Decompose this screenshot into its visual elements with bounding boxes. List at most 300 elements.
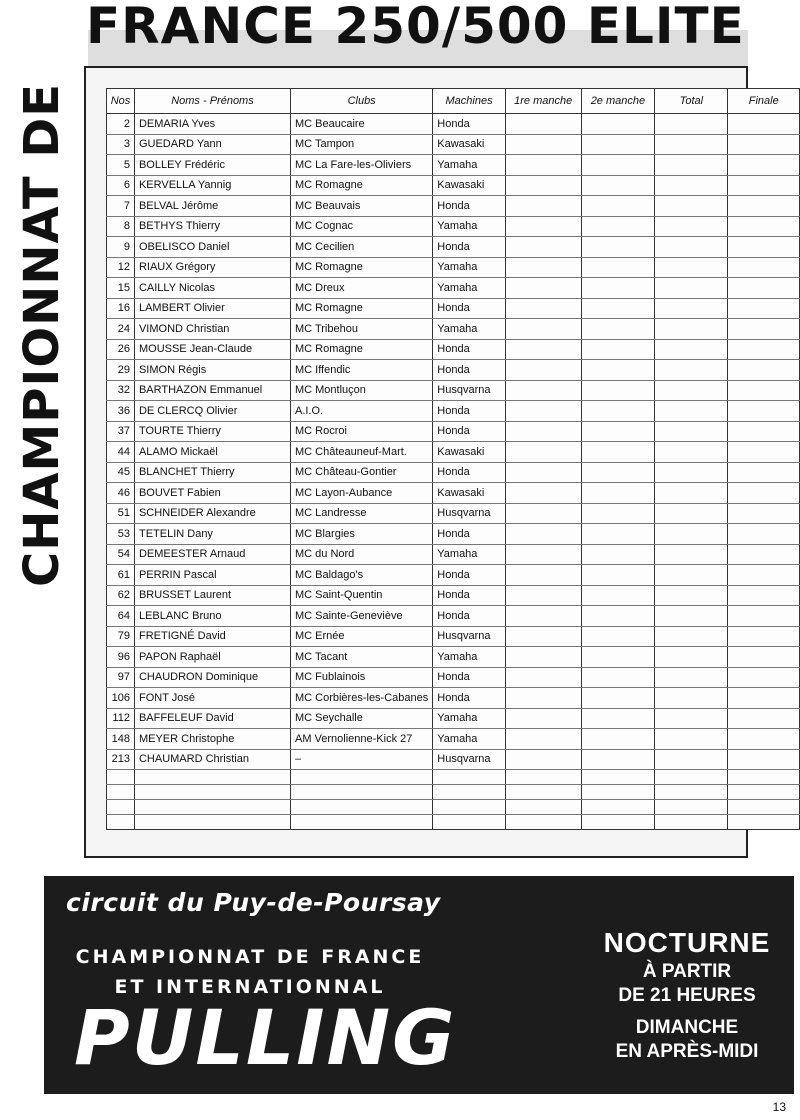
table-row [107,360,800,381]
table-row [107,503,800,524]
table-row [107,708,800,729]
row-number: 6 [107,175,135,196]
row-total [655,298,728,319]
row-number: 32 [107,380,135,401]
row-heat-2 [581,175,655,196]
row-final [728,380,800,401]
row-name: RIAUX Grégory [134,257,290,278]
row-heat-1 [505,483,581,504]
row-final [728,134,800,155]
row-final [728,585,800,606]
row-number: 61 [107,565,135,586]
row-heat-1 [505,667,581,688]
row-heat-2 [581,606,655,627]
row-name: LEBLANC Bruno [134,606,290,627]
row-name: MOUSSE Jean-Claude [134,339,290,360]
row-name: FONT José [134,688,290,709]
row-club: MC Baldago's [290,565,432,586]
row-name: BARTHAZON Emmanuel [134,380,290,401]
row-machine: Husqvarna [433,749,506,770]
row-total [655,688,728,709]
row-machine: Honda [433,339,506,360]
table-row [107,175,800,196]
row-final [728,237,800,258]
row-machine: Honda [433,524,506,545]
row-heat-2 [581,237,655,258]
row-machine: Honda [433,298,506,319]
empty-cell [505,815,581,830]
empty-row [107,800,800,815]
row-name: DE CLERCQ Olivier [134,401,290,422]
row-final [728,503,800,524]
row-number: 106 [107,688,135,709]
row-number: 97 [107,667,135,688]
schedule-line-a: À PARTIR [642,961,732,982]
empty-cell [728,800,800,815]
row-heat-2 [581,339,655,360]
row-final [728,421,800,442]
row-number: 51 [107,503,135,524]
row-heat-2 [581,134,655,155]
table-row [107,401,800,422]
row-number: 3 [107,134,135,155]
row-final [728,216,800,237]
row-name: PAPON Raphaël [134,647,290,668]
row-machine: Honda [433,196,506,217]
row-number: 24 [107,319,135,340]
row-total [655,565,728,586]
row-club: MC Montluçon [290,380,432,401]
table-row [107,729,800,750]
row-name: TOURTE Thierry [134,421,290,442]
empty-cell [655,770,728,785]
row-heat-2 [581,319,655,340]
empty-cell [505,770,581,785]
row-number: 112 [107,708,135,729]
table-row [107,257,800,278]
empty-cell [728,770,800,785]
side-title: CHAMPIONNAT DE [14,82,70,588]
row-name: BLANCHET Thierry [134,462,290,483]
row-heat-2 [581,114,655,135]
row-heat-2 [581,708,655,729]
row-machine: Yamaha [433,216,506,237]
row-total [655,729,728,750]
row-final [728,442,800,463]
nocturne-heading: NOCTURNE [603,927,771,958]
row-total [655,626,728,647]
row-heat-2 [581,442,655,463]
row-club: MC Sainte-Geneviève [290,606,432,627]
row-club: MC Château-Gontier [290,462,432,483]
row-final [728,544,800,565]
row-heat-1 [505,606,581,627]
row-final [728,524,800,545]
table-row [107,380,800,401]
table-row [107,688,800,709]
row-name: SCHNEIDER Alexandre [134,503,290,524]
row-total [655,339,728,360]
row-club: AM Vernolienne-Kick 27 [290,729,432,750]
table-row [107,196,800,217]
empty-cell [505,800,581,815]
row-total [655,319,728,340]
row-heat-1 [505,196,581,217]
table-row [107,585,800,606]
row-number: 2 [107,114,135,135]
row-name: OBELISCO Daniel [134,237,290,258]
page-title: FRANCE 250/500 ELITE [86,0,745,55]
header-name: Noms - Prénoms [134,89,290,114]
row-heat-2 [581,565,655,586]
row-heat-2 [581,585,655,606]
row-heat-2 [581,688,655,709]
row-number: 12 [107,257,135,278]
row-total [655,134,728,155]
row-machine: Honda [433,462,506,483]
row-heat-2 [581,647,655,668]
empty-cell [107,770,135,785]
row-machine: Yamaha [433,729,506,750]
row-number: 5 [107,155,135,176]
empty-row [107,815,800,830]
row-total [655,237,728,258]
row-total [655,278,728,299]
row-heat-1 [505,544,581,565]
row-final [728,647,800,668]
row-machine: Yamaha [433,647,506,668]
table-row [107,667,800,688]
row-heat-1 [505,749,581,770]
event-banner [44,876,794,1094]
row-machine: Husqvarna [433,380,506,401]
empty-row [107,770,800,785]
row-name: DEMARIA Yves [134,114,290,135]
row-club: MC Ernée [290,626,432,647]
row-club: MC Tampon [290,134,432,155]
empty-cell [728,785,800,800]
table-row [107,278,800,299]
table-header-row [107,89,800,114]
row-heat-1 [505,237,581,258]
table-row [107,749,800,770]
row-name: BRUSSET Laurent [134,585,290,606]
row-machine: Honda [433,585,506,606]
row-heat-2 [581,729,655,750]
row-heat-1 [505,585,581,606]
row-name: TETELIN Dany [134,524,290,545]
row-machine: Honda [433,667,506,688]
row-number: 15 [107,278,135,299]
row-machine: Honda [433,401,506,422]
row-heat-2 [581,462,655,483]
row-machine: Yamaha [433,257,506,278]
empty-cell [433,815,506,830]
row-club: MC Châteauneuf-Mart. [290,442,432,463]
empty-cell [581,785,655,800]
row-heat-2 [581,421,655,442]
row-machine: Honda [433,688,506,709]
empty-cell [581,770,655,785]
side-title-area [0,60,84,610]
row-club: MC Romagne [290,175,432,196]
empty-cell [107,785,135,800]
row-heat-1 [505,339,581,360]
empty-cell [290,785,432,800]
row-final [728,606,800,627]
row-club: MC du Nord [290,544,432,565]
row-heat-1 [505,647,581,668]
row-heat-1 [505,257,581,278]
row-final [728,749,800,770]
championship-line-2: ET INTERNATIONNAL [114,976,386,998]
row-club: A.I.O. [290,401,432,422]
empty-cell [433,785,506,800]
row-total [655,257,728,278]
row-heat-1 [505,688,581,709]
empty-cell [134,815,290,830]
row-club: MC Dreux [290,278,432,299]
row-heat-1 [505,134,581,155]
row-final [728,278,800,299]
row-number: 64 [107,606,135,627]
table-row [107,544,800,565]
row-heat-2 [581,298,655,319]
row-number: 213 [107,749,135,770]
row-machine: Honda [433,360,506,381]
empty-cell [505,785,581,800]
row-total [655,216,728,237]
row-number: 16 [107,298,135,319]
row-final [728,483,800,504]
row-number: 37 [107,421,135,442]
row-total [655,155,728,176]
row-number: 54 [107,544,135,565]
table-row [107,339,800,360]
table-row [107,421,800,442]
row-heat-2 [581,278,655,299]
row-final [728,196,800,217]
row-name: VIMOND Christian [134,319,290,340]
row-heat-1 [505,421,581,442]
row-total [655,749,728,770]
row-machine: Husqvarna [433,503,506,524]
row-name: CHAUMARD Christian [134,749,290,770]
row-name: BETHYS Thierry [134,216,290,237]
row-name: MEYER Christophe [134,729,290,750]
table-row [107,462,800,483]
circuit-name: circuit du Puy-de-Poursay [66,888,441,917]
row-heat-2 [581,360,655,381]
row-heat-2 [581,155,655,176]
row-machine: Kawasaki [433,442,506,463]
row-total [655,401,728,422]
row-club: – [290,749,432,770]
row-total [655,360,728,381]
row-final [728,298,800,319]
header-total: Total [655,89,728,114]
schedule-line-b: DE 21 HEURES [618,985,756,1006]
row-heat-2 [581,524,655,545]
row-heat-2 [581,401,655,422]
row-name: SIMON Régis [134,360,290,381]
row-heat-1 [505,442,581,463]
row-club: MC Romagne [290,257,432,278]
row-club: MC Romagne [290,339,432,360]
row-club: MC Landresse [290,503,432,524]
row-machine: Yamaha [433,278,506,299]
row-club: MC Beaucaire [290,114,432,135]
row-heat-1 [505,524,581,545]
row-club: MC Iffendic [290,360,432,381]
row-final [728,565,800,586]
row-name: CHAUDRON Dominique [134,667,290,688]
row-heat-1 [505,216,581,237]
table-row [107,483,800,504]
row-club: MC Layon-Aubance [290,483,432,504]
empty-cell [433,800,506,815]
row-heat-2 [581,483,655,504]
row-name: KERVELLA Yannig [134,175,290,196]
table-row [107,134,800,155]
row-heat-2 [581,380,655,401]
row-heat-1 [505,708,581,729]
row-heat-1 [505,298,581,319]
table-row [107,626,800,647]
empty-cell [581,800,655,815]
table-row [107,237,800,258]
table-row [107,298,800,319]
row-club: MC La Fare-les-Oliviers [290,155,432,176]
empty-cell [107,800,135,815]
row-heat-2 [581,216,655,237]
row-name: BOLLEY Frédéric [134,155,290,176]
row-heat-1 [505,503,581,524]
empty-cell [655,785,728,800]
row-name: CAILLY Nicolas [134,278,290,299]
row-heat-1 [505,175,581,196]
row-name: BOUVET Fabien [134,483,290,504]
row-machine: Kawasaki [433,483,506,504]
table-body [107,114,800,830]
row-name: BAFFELEUF David [134,708,290,729]
empty-cell [134,770,290,785]
row-total [655,647,728,668]
row-club: MC Rocroi [290,421,432,442]
row-final [728,155,800,176]
row-heat-2 [581,749,655,770]
table-row [107,647,800,668]
row-final [728,257,800,278]
row-final [728,462,800,483]
row-number: 26 [107,339,135,360]
row-final [728,626,800,647]
row-total [655,585,728,606]
row-heat-2 [581,257,655,278]
row-name: GUEDARD Yann [134,134,290,155]
row-name: PERRIN Pascal [134,565,290,586]
empty-cell [107,815,135,830]
row-club: MC Saint-Quentin [290,585,432,606]
empty-cell [581,815,655,830]
empty-cell [290,770,432,785]
row-total [655,544,728,565]
row-total [655,421,728,442]
row-total [655,380,728,401]
empty-cell [433,770,506,785]
table-row [107,524,800,545]
empty-cell [655,800,728,815]
row-total [655,196,728,217]
row-total [655,442,728,463]
header-final: Finale [728,89,800,114]
row-total [655,114,728,135]
row-heat-1 [505,729,581,750]
row-final [728,401,800,422]
row-final [728,708,800,729]
row-club: MC Corbières-les-Cabanes [290,688,432,709]
row-heat-1 [505,626,581,647]
table-row [107,442,800,463]
row-number: 79 [107,626,135,647]
row-club: MC Tacant [290,647,432,668]
row-name: BELVAL Jérôme [134,196,290,217]
empty-cell [655,815,728,830]
row-total [655,667,728,688]
row-machine: Yamaha [433,544,506,565]
row-heat-1 [505,114,581,135]
row-total [655,483,728,504]
row-total [655,524,728,545]
row-final [728,360,800,381]
championship-line-1: CHAMPIONNAT DE FRANCE [75,946,425,968]
row-heat-1 [505,360,581,381]
row-machine: Kawasaki [433,134,506,155]
row-machine: Husqvarna [433,626,506,647]
header-machine: Machines [433,89,506,114]
row-club: MC Cognac [290,216,432,237]
row-machine: Kawasaki [433,175,506,196]
row-final [728,114,800,135]
row-machine: Yamaha [433,708,506,729]
row-heat-2 [581,503,655,524]
table-row [107,606,800,627]
row-number: 7 [107,196,135,217]
table-row [107,216,800,237]
header-number: Nos [107,89,135,114]
empty-cell [134,785,290,800]
row-machine: Yamaha [433,319,506,340]
row-club: MC Cecilien [290,237,432,258]
row-heat-2 [581,626,655,647]
table-row [107,565,800,586]
row-final [728,667,800,688]
row-club: MC Tribehou [290,319,432,340]
row-number: 148 [107,729,135,750]
row-number: 62 [107,585,135,606]
schedule-line-c: DIMANCHE [635,1017,739,1038]
row-number: 44 [107,442,135,463]
row-number: 53 [107,524,135,545]
row-machine: Honda [433,237,506,258]
header-heat-2: 2e manche [581,89,655,114]
row-final [728,175,800,196]
empty-cell [728,815,800,830]
row-club: MC Romagne [290,298,432,319]
row-final [728,339,800,360]
row-machine: Honda [433,421,506,442]
row-total [655,175,728,196]
